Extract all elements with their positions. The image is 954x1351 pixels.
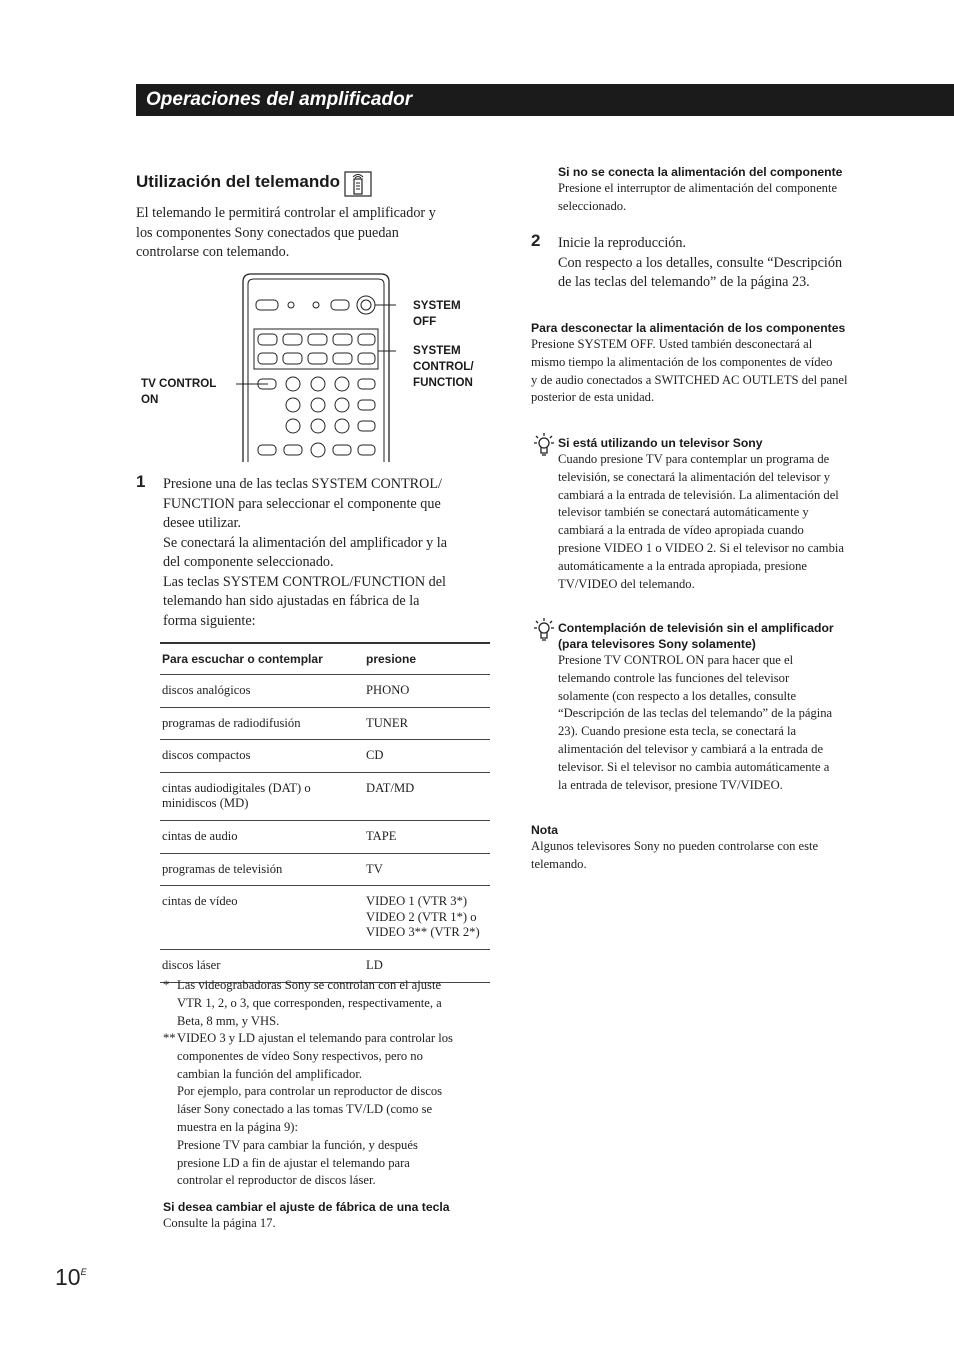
- lightbulb-tip-icon: [533, 432, 555, 458]
- table-cell-content: programas de televisión: [160, 853, 364, 886]
- section-title: Utilización del telemando: [136, 172, 341, 191]
- section-title-block: [136, 172, 492, 192]
- table-header-row: [160, 643, 490, 675]
- step-2-number: 2: [531, 231, 541, 250]
- table-row: [160, 707, 490, 740]
- table-row: [160, 886, 490, 950]
- table-cell-content: cintas de vídeo: [160, 886, 364, 950]
- table-row: [160, 853, 490, 886]
- table-cell-content: cintas de audio: [160, 820, 364, 853]
- page-number: $10^E$: [55, 1264, 87, 1290]
- table-cell-content: discos compactos: [160, 740, 364, 773]
- section-header-bar: [136, 84, 954, 116]
- intro-text: El telemando le permitirá controlar el amplificador y los componentes Sony conectados que puedan controlarse con telemando.: [136, 205, 436, 260]
- section-header-title: Operaciones del amplificador: [146, 89, 413, 110]
- factory-setting-note: Si desea cambiar el ajuste de fábrica de una tecla Consulte la página 17.: [163, 1200, 450, 1230]
- table-cell-key: PHONO: [364, 675, 490, 708]
- disconnect-note: Para desconectar la alimentación de los componentes Presione SYSTEM OFF. Usted también desconectará al mismo tiempo la alimentación de los componentes de vídeo y de audio conectados a SWITCHED AC OUTLETS del panel posterior de esta unidad.: [531, 321, 848, 405]
- table-row: [160, 772, 490, 820]
- system-control-label: SYSTEM CONTROL/ FUNCTION: [413, 344, 474, 389]
- table-cell-key: CD: [364, 740, 490, 773]
- table-header: Para escuchar o contemplar: [160, 643, 364, 675]
- remote-control-illustration: [236, 272, 396, 464]
- step-1-text: Presione una de las teclas SYSTEM CONTROL/ FUNCTION para seleccionar el componente que desee utilizar. Se conectará la alimentación del amplificador y la del componente seleccionado. Las teclas SYSTEM CONTROL/FUNCTION del telemando han sido ajustadas en fábrica de la forma siguiente:: [163, 476, 448, 629]
- table-cell-content: discos analógicos: [160, 675, 364, 708]
- table-cell-content: cintas audiodigitales (DAT) o minidiscos (MD): [160, 772, 364, 820]
- system-off-label: SYSTEM OFF: [413, 299, 461, 328]
- tip-sony-tv: Si está utilizando un televisor Sony Cuando presione TV para contemplar un programa de televisión, se conectará la alimentación del televisor y cambiará a la entrada de televisión. La alimentación del televisor también se conectará automáticamente y cambiará a la entrada de vídeo apropiada cuando presione VIDEO 1 o VIDEO 2. Si el televisor no cambia automáticamente a la entrada apropiada, presione TV/VIDEO del telemando.: [558, 436, 844, 591]
- step-2-text: Inicie la reproducción. Con respecto a los detalles, consulte “Descripción de las teclas del telemando” de la página 23.: [558, 235, 843, 290]
- table-row: [160, 820, 490, 853]
- footnote-2: ** VIDEO 3 y LD ajustan el telemando para controlar los componentes de vídeo Sony respectivos, pero no cambian la función del amplificador. Por ejemplo, para controlar un reproductor de discos láser Sony conectado a las tomas TV/LD (como se muestra en la página 9): Presione TV para cambiar la función, y después presione LD a fin de ajustar el telemando para controlar el reproductor de discos láser.: [163, 1031, 453, 1188]
- footnote-1: * Las videograbadoras Sony se controlan con el ajuste VTR 1, 2, o 3, que corresponden, respectivamente, a Beta, 8 mm, y VHS.: [163, 978, 442, 1028]
- step-1-number: 1: [136, 472, 146, 491]
- table-cell-key: VIDEO 1 (VTR 3*) VIDEO 2 (VTR 1*) o VIDEO 3** (VTR 2*): [364, 886, 490, 950]
- table-cell-content: discos láser: [160, 949, 364, 982]
- table-cell-content: programas de radiodifusión: [160, 707, 364, 740]
- function-table: [160, 642, 490, 983]
- lightbulb-tip-icon: [533, 617, 555, 643]
- remote-icon: [344, 171, 372, 197]
- table-cell-key: DAT/MD: [364, 772, 490, 820]
- no-power-note: Si no se conecta la alimentación del componente Presione el interruptor de alimentación del componente seleccionado.: [558, 165, 843, 213]
- tv-control-label: TV CONTROL ON: [141, 377, 217, 406]
- table-row: [160, 740, 490, 773]
- table-cell-key: TUNER: [364, 707, 490, 740]
- table-header: presione: [364, 643, 490, 675]
- note-block: Nota Algunos televisores Sony no pueden controlarse con este telemando.: [531, 823, 819, 871]
- table-cell-key: TV: [364, 853, 490, 886]
- table-cell-key: TAPE: [364, 820, 490, 853]
- table-row: [160, 675, 490, 708]
- table-cell-key: LD: [364, 949, 490, 982]
- tip-tv-without-amplifier: Contemplación de televisión sin el amplificador (para televisores Sony solamente) Presione TV CONTROL ON para hacer que el telemando controle las funciones del televisor solamente (con respecto a los detalles, consulte “Descripción de las teclas del telemando” de la página 23). Cuando presione esta tecla, se conectará la alimentación del televisor y cambiará a la entrada de televisor. Si el televisor no cambia automáticamente a la entrada de televisor, presione TV/VIDEO.: [558, 621, 834, 792]
- page-suffix: E: [80, 1267, 87, 1277]
